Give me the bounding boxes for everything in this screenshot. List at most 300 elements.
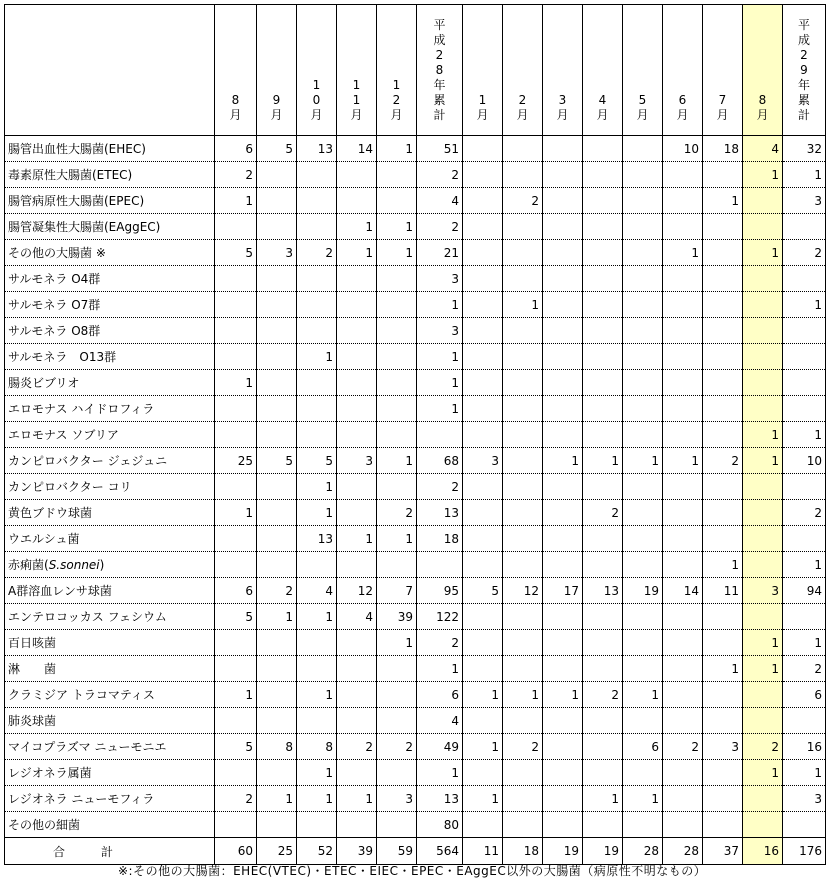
column-header-label: 3月	[556, 93, 569, 122]
value-cell	[215, 656, 257, 682]
value-cell	[783, 370, 826, 396]
table-row	[5, 318, 826, 344]
value-cell	[297, 812, 337, 838]
value-cell	[703, 240, 743, 266]
value-cell	[377, 682, 417, 708]
column-header-12	[703, 5, 743, 136]
value-cell: 1	[783, 162, 826, 188]
value-cell	[543, 734, 583, 760]
value-cell	[743, 344, 783, 370]
value-cell: 2	[783, 500, 826, 526]
value-cell	[337, 474, 377, 500]
value-cell: 2	[583, 682, 623, 708]
value-cell	[257, 474, 297, 500]
column-header-14	[783, 5, 826, 136]
value-cell: 13	[583, 578, 623, 604]
value-cell	[503, 526, 543, 552]
value-cell	[663, 708, 703, 734]
value-cell	[377, 318, 417, 344]
value-cell: 3	[417, 266, 463, 292]
value-cell	[543, 370, 583, 396]
value-cell: 39	[337, 838, 377, 865]
value-cell: 16	[783, 734, 826, 760]
value-cell: 1	[377, 526, 417, 552]
value-cell	[377, 162, 417, 188]
organism-name-cell	[5, 552, 215, 578]
value-cell	[623, 344, 663, 370]
value-cell: 1	[543, 448, 583, 474]
value-cell: 2	[417, 630, 463, 656]
value-cell	[337, 344, 377, 370]
value-cell: 1	[297, 500, 337, 526]
table-row	[5, 214, 826, 240]
value-cell	[463, 630, 503, 656]
value-cell	[663, 188, 703, 214]
value-cell	[543, 162, 583, 188]
value-cell: 1	[337, 786, 377, 812]
value-cell: 14	[663, 578, 703, 604]
value-cell	[503, 630, 543, 656]
value-cell	[743, 214, 783, 240]
organism-name-cell: サルモネラ O13群	[5, 344, 215, 370]
value-cell	[543, 760, 583, 786]
value-cell	[623, 214, 663, 240]
value-cell: 52	[297, 838, 337, 865]
value-cell	[783, 812, 826, 838]
column-header-label: 7月	[716, 93, 729, 122]
value-cell	[623, 162, 663, 188]
value-cell	[337, 266, 377, 292]
organism-name-cell: その他の大腸菌 ※	[5, 240, 215, 266]
value-cell	[543, 812, 583, 838]
column-header-label: 2月	[516, 93, 529, 122]
value-cell: 1	[743, 422, 783, 448]
organism-name-cell: カンピロバクター コリ	[5, 474, 215, 500]
table-row	[5, 812, 826, 838]
value-cell	[783, 526, 826, 552]
value-cell: 1	[417, 344, 463, 370]
value-cell	[257, 214, 297, 240]
value-cell: 1	[417, 370, 463, 396]
value-cell	[543, 630, 583, 656]
value-cell	[503, 552, 543, 578]
organism-name-cell: 肺炎球菌	[5, 708, 215, 734]
table-row	[5, 708, 826, 734]
value-cell	[583, 422, 623, 448]
value-cell: 2	[215, 162, 257, 188]
value-cell: 2	[337, 734, 377, 760]
value-cell	[377, 760, 417, 786]
value-cell	[663, 214, 703, 240]
value-cell	[337, 682, 377, 708]
value-cell	[257, 344, 297, 370]
table-row	[5, 344, 826, 370]
value-cell	[783, 708, 826, 734]
column-header-label: 4月	[596, 93, 609, 122]
value-cell	[463, 422, 503, 448]
value-cell	[623, 656, 663, 682]
value-cell	[543, 136, 583, 162]
value-cell: 1	[297, 474, 337, 500]
value-cell: 13	[297, 136, 337, 162]
table-row	[5, 162, 826, 188]
value-cell: 1	[215, 682, 257, 708]
value-cell	[337, 708, 377, 734]
value-cell: 6	[623, 734, 663, 760]
value-cell: 2	[783, 240, 826, 266]
value-cell	[463, 162, 503, 188]
value-cell	[703, 318, 743, 344]
value-cell	[297, 708, 337, 734]
value-cell: 4	[417, 188, 463, 214]
value-cell	[743, 188, 783, 214]
value-cell: 1	[783, 760, 826, 786]
column-header-11	[663, 5, 703, 136]
value-cell: 18	[417, 526, 463, 552]
value-cell: 94	[783, 578, 826, 604]
organism-name-cell: 毒素原性大腸菌(ETEC)	[5, 162, 215, 188]
value-cell	[257, 162, 297, 188]
value-cell	[543, 708, 583, 734]
value-cell	[257, 552, 297, 578]
value-cell: 6	[215, 578, 257, 604]
value-cell	[463, 552, 503, 578]
value-cell: 2	[417, 162, 463, 188]
value-cell: 1	[743, 760, 783, 786]
value-cell	[337, 318, 377, 344]
value-cell	[663, 266, 703, 292]
table-row	[5, 370, 826, 396]
value-cell	[623, 474, 663, 500]
value-cell	[623, 500, 663, 526]
value-cell	[215, 422, 257, 448]
value-cell	[503, 240, 543, 266]
value-cell	[583, 474, 623, 500]
value-cell	[463, 136, 503, 162]
value-cell	[783, 318, 826, 344]
value-cell	[783, 604, 826, 630]
value-cell: 1	[743, 162, 783, 188]
value-cell	[703, 344, 743, 370]
value-cell: 2	[783, 656, 826, 682]
value-cell: 49	[417, 734, 463, 760]
value-cell	[257, 318, 297, 344]
value-cell	[337, 422, 377, 448]
value-cell: 1	[463, 734, 503, 760]
value-cell: 8	[297, 734, 337, 760]
value-cell	[743, 682, 783, 708]
value-cell	[623, 396, 663, 422]
value-cell	[703, 266, 743, 292]
value-cell	[257, 396, 297, 422]
column-header-label: 10月	[310, 78, 323, 122]
value-cell: 1	[463, 682, 503, 708]
value-cell: 1	[783, 552, 826, 578]
value-cell	[463, 708, 503, 734]
value-cell	[503, 214, 543, 240]
value-cell	[623, 370, 663, 396]
value-cell	[623, 552, 663, 578]
value-cell: 28	[623, 838, 663, 865]
value-cell	[583, 162, 623, 188]
table-row	[5, 760, 826, 786]
value-cell	[703, 682, 743, 708]
value-cell	[215, 474, 257, 500]
value-cell	[215, 318, 257, 344]
value-cell	[583, 708, 623, 734]
organism-name-cell: 淋 菌	[5, 656, 215, 682]
value-cell	[703, 786, 743, 812]
value-cell	[377, 422, 417, 448]
value-cell	[743, 370, 783, 396]
value-cell	[463, 292, 503, 318]
value-cell: 17	[543, 578, 583, 604]
value-cell	[663, 526, 703, 552]
value-cell	[783, 214, 826, 240]
value-cell	[663, 760, 703, 786]
value-cell	[215, 552, 257, 578]
value-cell: 1	[743, 656, 783, 682]
table-row	[5, 786, 826, 812]
value-cell	[377, 396, 417, 422]
value-cell: 1	[743, 448, 783, 474]
value-cell	[337, 162, 377, 188]
value-cell	[377, 656, 417, 682]
value-cell	[663, 552, 703, 578]
value-cell: 3	[417, 318, 463, 344]
value-cell: 1	[663, 240, 703, 266]
value-cell: 1	[215, 370, 257, 396]
value-cell	[503, 266, 543, 292]
value-cell: 3	[337, 448, 377, 474]
value-cell: 3	[377, 786, 417, 812]
value-cell: 2	[377, 734, 417, 760]
value-cell	[503, 448, 543, 474]
value-cell	[583, 318, 623, 344]
value-cell	[337, 500, 377, 526]
value-cell	[583, 136, 623, 162]
value-cell	[257, 500, 297, 526]
value-cell: 1	[297, 786, 337, 812]
value-cell: 4	[337, 604, 377, 630]
value-cell	[623, 240, 663, 266]
value-cell	[623, 604, 663, 630]
value-cell: 2	[215, 786, 257, 812]
value-cell	[623, 760, 663, 786]
value-cell: 8	[257, 734, 297, 760]
value-cell	[257, 708, 297, 734]
table-row	[5, 136, 826, 162]
table-row	[5, 292, 826, 318]
header-corner-cell	[5, 5, 215, 136]
value-cell	[503, 370, 543, 396]
value-cell	[463, 812, 503, 838]
value-cell	[463, 656, 503, 682]
value-cell	[583, 188, 623, 214]
value-cell: 1	[583, 448, 623, 474]
value-cell	[743, 552, 783, 578]
value-cell	[623, 812, 663, 838]
value-cell	[377, 344, 417, 370]
value-cell: 21	[417, 240, 463, 266]
value-cell: 5	[215, 604, 257, 630]
table-row	[5, 604, 826, 630]
value-cell	[623, 422, 663, 448]
value-cell	[663, 344, 703, 370]
value-cell	[543, 500, 583, 526]
value-cell	[543, 266, 583, 292]
value-cell: 1	[215, 188, 257, 214]
value-cell: 1	[215, 500, 257, 526]
column-header-label: 平成28年累計	[433, 18, 446, 122]
value-cell	[503, 136, 543, 162]
value-cell	[215, 526, 257, 552]
organism-name-cell: 腸炎ビブリオ	[5, 370, 215, 396]
value-cell	[543, 526, 583, 552]
value-cell	[543, 474, 583, 500]
value-cell: 2	[583, 500, 623, 526]
value-cell	[257, 292, 297, 318]
value-cell	[703, 630, 743, 656]
organism-name-cell: レジオネラ属菌	[5, 760, 215, 786]
value-cell	[503, 760, 543, 786]
value-cell: 1	[783, 292, 826, 318]
value-cell	[503, 656, 543, 682]
value-cell	[257, 812, 297, 838]
value-cell	[297, 422, 337, 448]
value-cell	[743, 474, 783, 500]
table-row	[5, 578, 826, 604]
value-cell	[337, 656, 377, 682]
value-cell: 3	[743, 578, 783, 604]
value-cell	[703, 162, 743, 188]
value-cell: 1	[377, 240, 417, 266]
value-cell	[215, 344, 257, 370]
value-cell	[377, 188, 417, 214]
table-body	[5, 136, 826, 865]
value-cell	[543, 422, 583, 448]
value-cell	[663, 786, 703, 812]
value-cell: 2	[377, 500, 417, 526]
value-cell	[297, 292, 337, 318]
value-cell: 6	[783, 682, 826, 708]
value-cell	[297, 396, 337, 422]
value-cell	[337, 370, 377, 396]
value-cell: 176	[783, 838, 826, 865]
value-cell: 5	[463, 578, 503, 604]
value-cell: 25	[215, 448, 257, 474]
column-header-0	[215, 5, 257, 136]
value-cell: 1	[417, 292, 463, 318]
organism-name-part: S.sonnei	[48, 558, 100, 572]
value-cell	[583, 526, 623, 552]
column-header-8	[543, 5, 583, 136]
value-cell: 18	[503, 838, 543, 865]
value-cell	[297, 630, 337, 656]
value-cell	[257, 266, 297, 292]
value-cell	[783, 344, 826, 370]
value-cell	[257, 370, 297, 396]
value-cell: 7	[377, 578, 417, 604]
value-cell: 10	[783, 448, 826, 474]
table-row	[5, 240, 826, 266]
value-cell	[257, 682, 297, 708]
value-cell	[543, 552, 583, 578]
organism-name-cell: クラミジア トラコマティス	[5, 682, 215, 708]
value-cell	[743, 292, 783, 318]
value-cell: 1	[377, 448, 417, 474]
value-cell: 1	[503, 682, 543, 708]
value-cell: 1	[297, 344, 337, 370]
value-cell: 1	[417, 396, 463, 422]
value-cell	[215, 630, 257, 656]
table-header-row	[5, 5, 826, 136]
value-cell: 39	[377, 604, 417, 630]
value-cell	[297, 266, 337, 292]
value-cell	[215, 708, 257, 734]
value-cell: 2	[297, 240, 337, 266]
value-cell	[703, 370, 743, 396]
value-cell	[623, 266, 663, 292]
value-cell	[583, 240, 623, 266]
value-cell: 1	[463, 786, 503, 812]
value-cell: 19	[623, 578, 663, 604]
value-cell	[663, 162, 703, 188]
organism-name-cell: 腸管病原性大腸菌(EPEC)	[5, 188, 215, 214]
value-cell	[257, 188, 297, 214]
organism-name-cell: 腸管出血性大腸菌(EHEC)	[5, 136, 215, 162]
value-cell	[297, 370, 337, 396]
value-cell: 1	[377, 214, 417, 240]
value-cell	[623, 526, 663, 552]
value-cell	[623, 188, 663, 214]
value-cell: 13	[417, 500, 463, 526]
value-cell	[503, 812, 543, 838]
value-cell	[703, 526, 743, 552]
value-cell: 1	[623, 448, 663, 474]
value-cell	[297, 162, 337, 188]
value-cell	[257, 656, 297, 682]
column-header-9	[583, 5, 623, 136]
organism-name-cell: レジオネラ ニューモフィラ	[5, 786, 215, 812]
value-cell	[663, 292, 703, 318]
organism-name-cell: その他の細菌	[5, 812, 215, 838]
value-cell	[503, 708, 543, 734]
value-cell: 1	[543, 682, 583, 708]
value-cell	[215, 812, 257, 838]
column-header-label: 平成29年累計	[797, 18, 810, 122]
value-cell	[463, 344, 503, 370]
value-cell	[377, 812, 417, 838]
value-cell	[703, 812, 743, 838]
value-cell: 5	[215, 240, 257, 266]
value-cell	[663, 318, 703, 344]
value-cell: 2	[743, 734, 783, 760]
value-cell: 1	[783, 422, 826, 448]
value-cell	[503, 604, 543, 630]
value-cell	[583, 370, 623, 396]
value-cell	[783, 266, 826, 292]
table-row	[5, 188, 826, 214]
table-row	[5, 682, 826, 708]
table-row	[5, 422, 826, 448]
value-cell	[623, 136, 663, 162]
value-cell	[337, 188, 377, 214]
organism-name-cell: 黄色ブドウ球菌	[5, 500, 215, 526]
value-cell	[463, 240, 503, 266]
value-cell	[663, 604, 703, 630]
value-cell: 12	[503, 578, 543, 604]
